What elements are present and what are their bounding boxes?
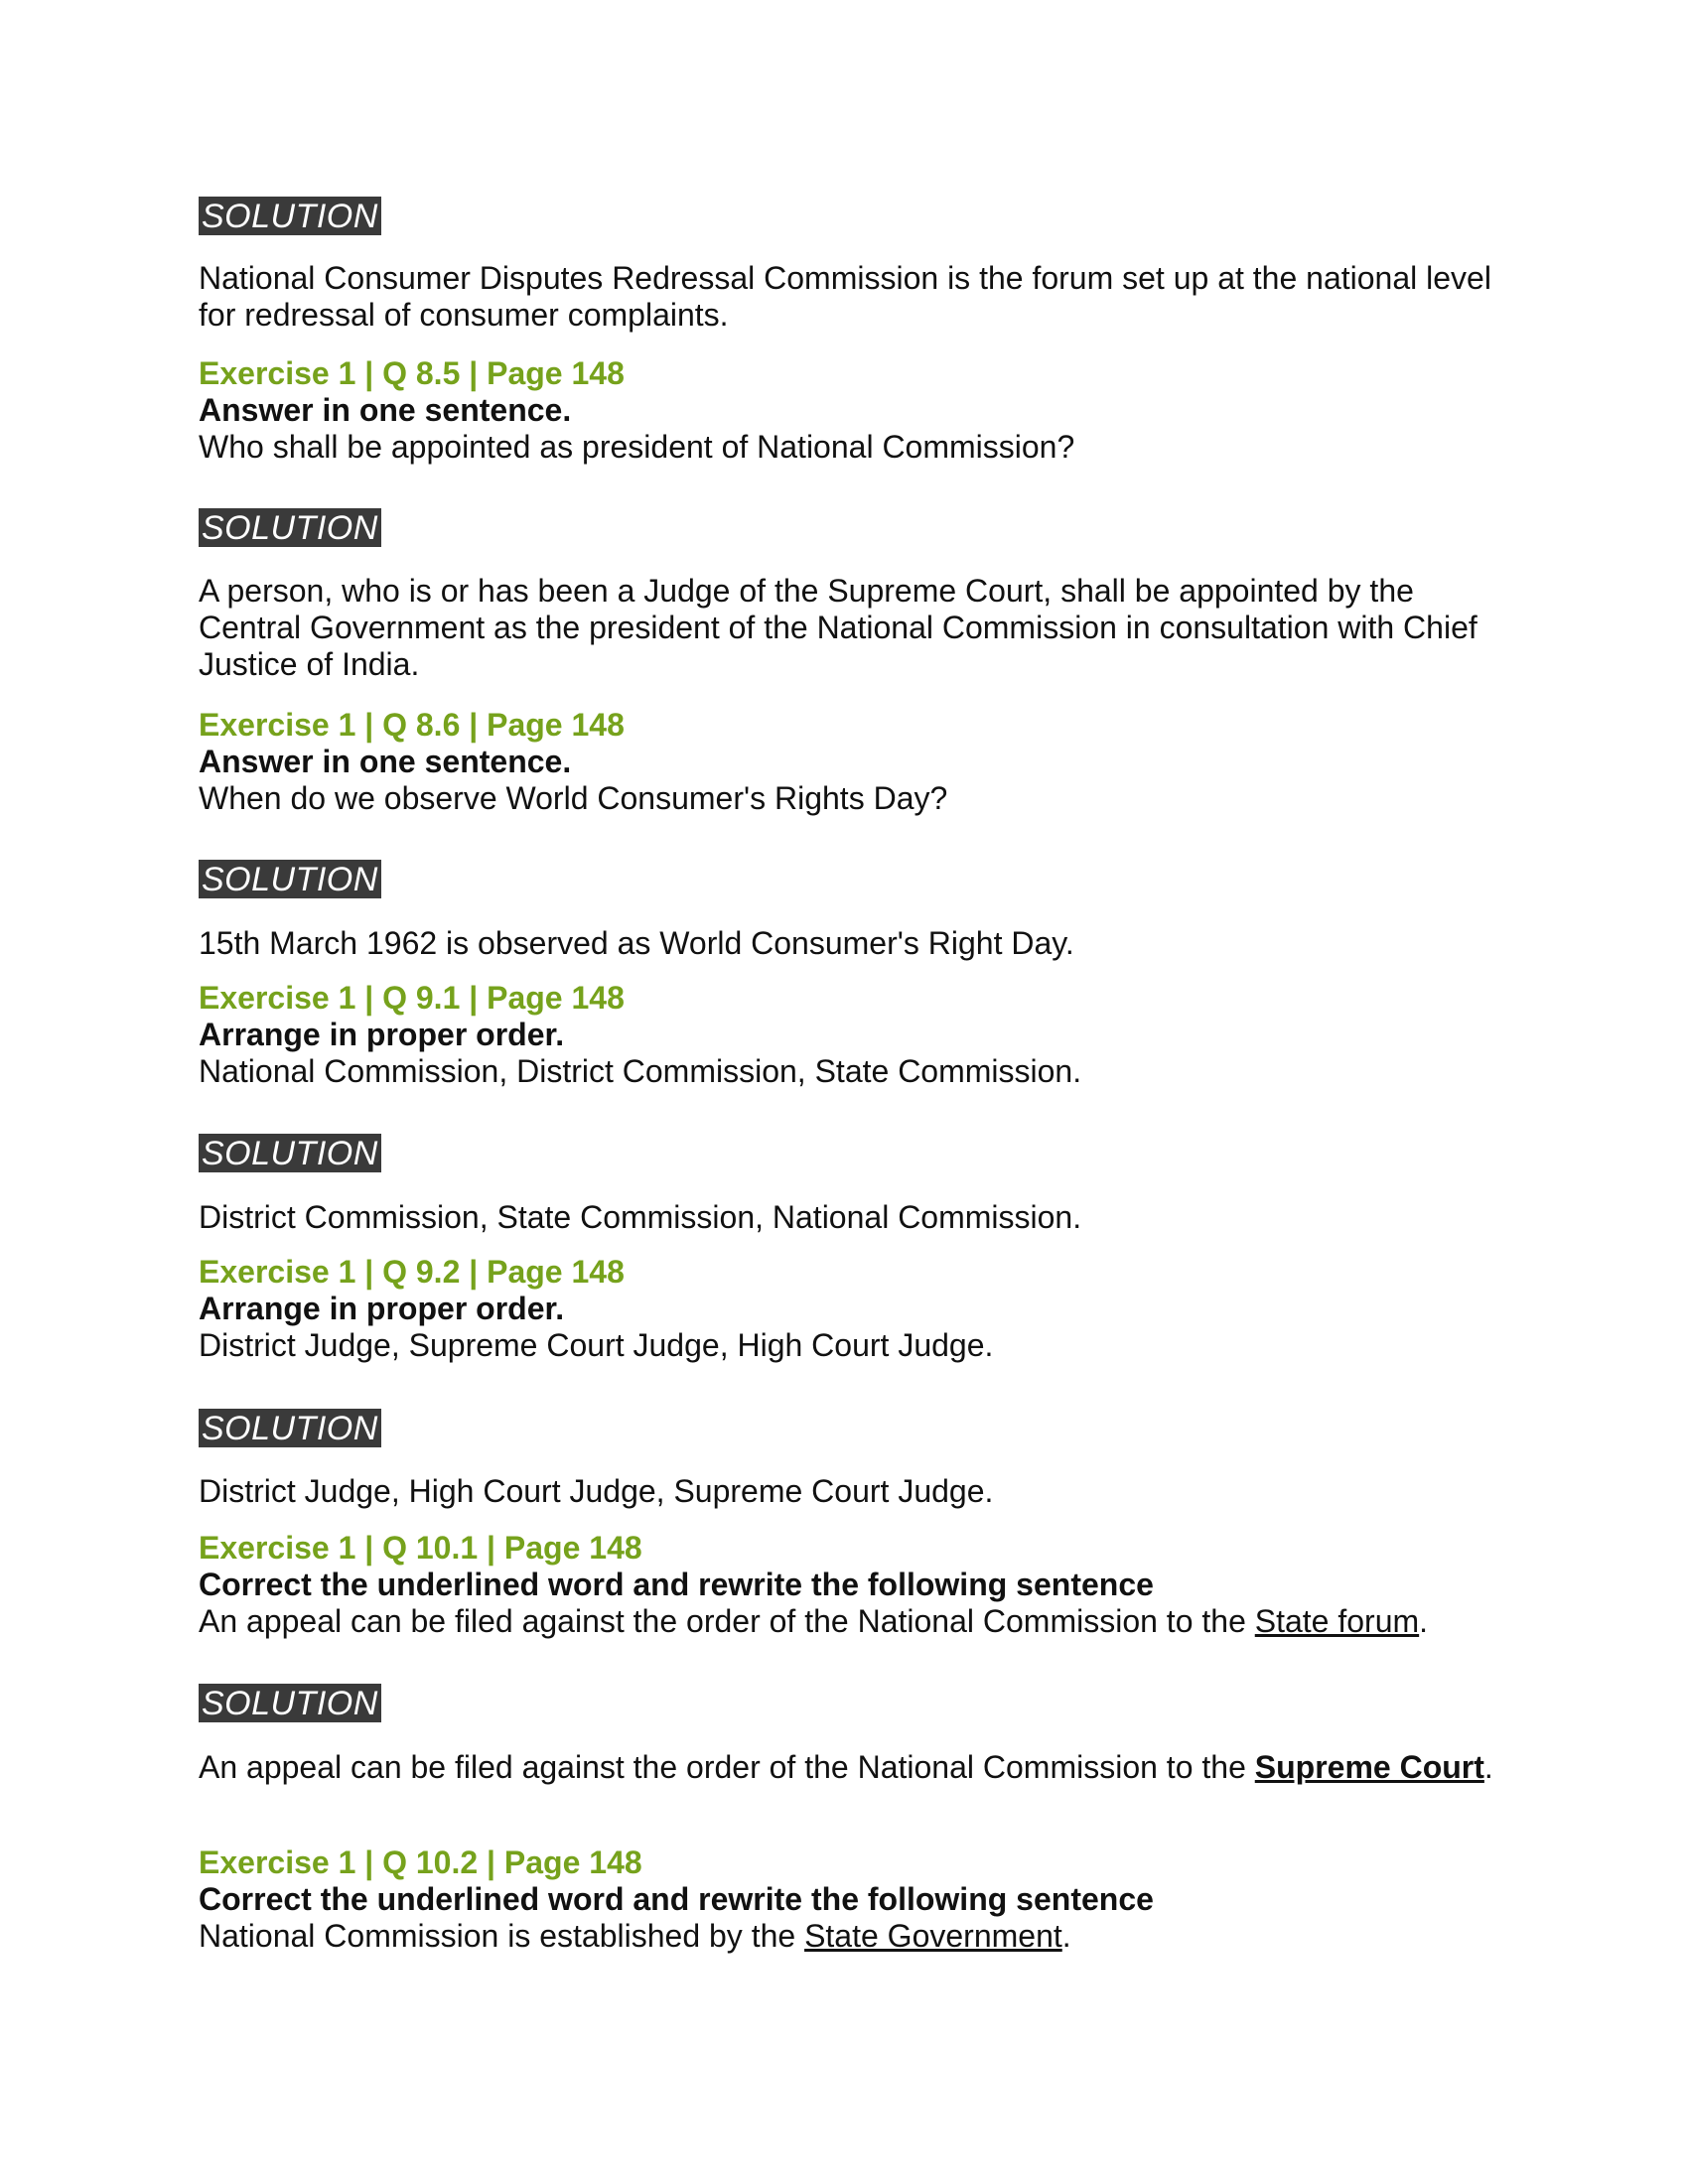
solution-text: A person, who is or has been a Judge of the Supreme Court, shall be appointed by the Central Government as the president of the National Commission in consultation with Chief Justice of India. (199, 573, 1477, 682)
solution-block-1 (199, 197, 1509, 235)
question-instruction: Arrange in proper order. (199, 1291, 565, 1326)
solution-badge: SOLUTION (199, 508, 381, 547)
question-block-8-5 (199, 355, 1509, 466)
question-text: When do we observe World Consumer's Rights Day? (199, 780, 948, 816)
question-instruction: Answer in one sentence. (199, 392, 572, 428)
solution-text: National Consumer Disputes Redressal Commission is the forum set up at the national level for redressal of consumer complaints. (199, 260, 1491, 333)
solution-text: District Judge, High Court Judge, Supreme Court Judge. (199, 1473, 994, 1509)
question-instruction: Answer in one sentence. (199, 744, 572, 779)
question-block-10-1 (199, 1530, 1509, 1640)
corrected-word: Supreme Court (1254, 1749, 1484, 1785)
exercise-heading: Exercise 1 | Q 10.2 | Page 148 (199, 1844, 642, 1880)
solution-badge: SOLUTION (199, 1684, 381, 1722)
question-instruction: Correct the underlined word and rewrite the following sentence (199, 1567, 1154, 1602)
solution-text-end: . (1483, 1749, 1493, 1785)
question-block-10-2 (199, 1844, 1509, 1955)
exercise-heading: Exercise 1 | Q 9.2 | Page 148 (199, 1254, 625, 1290)
solution-badge: SOLUTION (199, 860, 381, 898)
question-block-9-2 (199, 1254, 1509, 1364)
exercise-heading: Exercise 1 | Q 10.1 | Page 148 (199, 1530, 642, 1566)
question-instruction: Arrange in proper order. (199, 1017, 565, 1052)
solution-text (199, 1749, 1509, 1786)
question-text-start: National Commission is established by the (199, 1918, 805, 1954)
question-text-end: . (1061, 1918, 1071, 1954)
exercise-heading: Exercise 1 | Q 8.5 | Page 148 (199, 355, 625, 391)
question-text (199, 1918, 1509, 1955)
underlined-word: State forum (1254, 1603, 1420, 1639)
solution-badge: SOLUTION (199, 1134, 381, 1172)
question-text: District Judge, Supreme Court Judge, High Court Judge. (199, 1327, 994, 1363)
underlined-word: State Government (804, 1918, 1062, 1954)
exercise-heading: Exercise 1 | Q 9.1 | Page 148 (199, 980, 625, 1016)
question-text: Who shall be appointed as president of National Commission? (199, 429, 1075, 465)
question-block-9-1 (199, 980, 1509, 1090)
solution-text: 15th March 1962 is observed as World Consumer's Right Day. (199, 925, 1074, 961)
exercise-heading: Exercise 1 | Q 8.6 | Page 148 (199, 707, 625, 743)
solution-text-start: An appeal can be filed against the order of the National Commission to the (199, 1749, 1255, 1785)
question-text-start: An appeal can be filed against the order of the National Commission to the (199, 1603, 1255, 1639)
question-text (199, 1603, 1509, 1640)
question-text-end: . (1419, 1603, 1429, 1639)
question-instruction: Correct the underlined word and rewrite the following sentence (199, 1881, 1154, 1917)
question-block-8-6 (199, 707, 1509, 817)
solution-badge: SOLUTION (199, 1409, 381, 1447)
question-text: National Commission, District Commission, State Commission. (199, 1053, 1082, 1089)
solution-badge: SOLUTION (199, 197, 381, 235)
solution-text: District Commission, State Commission, National Commission. (199, 1199, 1082, 1235)
